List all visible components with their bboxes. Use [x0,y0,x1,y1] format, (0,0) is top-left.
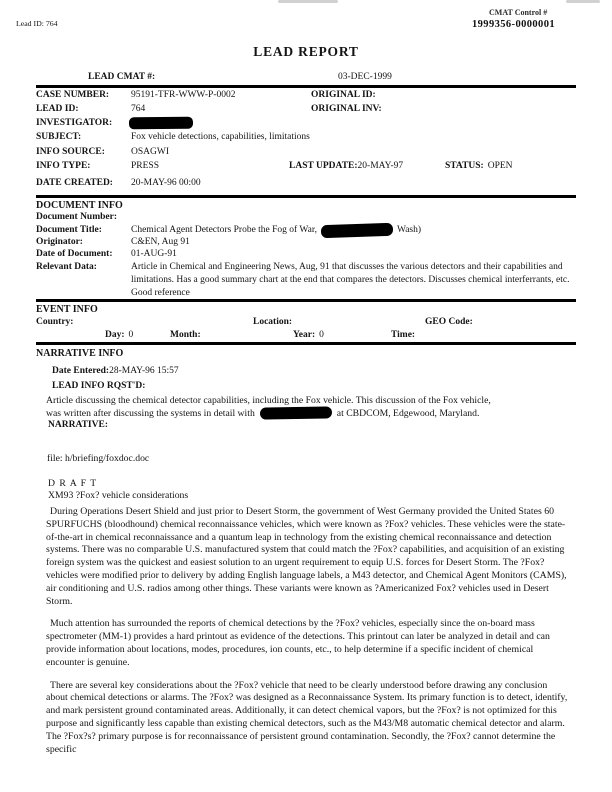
document-title-text: Chemical Agent Detectors Probe the Fog of War, [131,225,317,235]
rqstd-line2-before: was written after discussing the systems in detail with [46,407,255,419]
day-label: Day: [105,330,125,340]
investigator-row [36,117,193,129]
section-divider [36,299,576,302]
cmat-control-label: CMAT Control # [489,8,548,17]
info-type-value: PRESS [131,161,159,171]
date-entered-label: Date Entered: [52,366,110,376]
date-created-row [36,178,201,189]
lead-id-value: 764 [131,104,146,114]
relevant-data-label: Relevant Data: [36,262,97,272]
info-source-label: INFO SOURCE: [36,147,105,157]
narrative-info-header: NARRATIVE INFO [36,348,124,359]
considerations-line: XM93 ?Fox? vehicle considerations [48,490,189,501]
info-type-label: INFO TYPE: [36,161,91,171]
last-update-label: LAST UPDATE: [289,161,358,171]
redaction-bar [260,406,332,419]
info-source-value: OSAGWI [131,147,169,157]
originator-row [36,237,190,248]
date-created-value: 20-MAY-96 00:00 [131,178,201,188]
original-id-label: ORIGINAL ID: [311,90,376,100]
case-number-value: 95191-TFR-WWW-P-0002 [131,90,236,100]
date-of-document-row [36,249,177,260]
case-number-label: CASE NUMBER: [36,90,110,100]
year-value: 0 [319,330,324,340]
lead-info-rqstd-label: LEAD INFO RQST'D: [52,381,146,391]
last-update-value: 20-MAY-97 [357,161,404,171]
geo-code-label: GEO Code: [425,317,473,327]
originator-label: Originator: [36,237,83,247]
relevant-data-value: Article in Chemical and Engineering News, Aug, 91 that discusses the various detectors and their capabilities and limitations. Has a good summary chart at the end that compares the detectors. Discusses chemical interferrants, etc. Good reference [131,262,570,298]
cmat-control-number: 1999356-0000001 [472,19,555,30]
originator-value: C&EN, Aug 91 [131,237,190,247]
file-path-line: file: h/briefing/foxdoc.doc [47,453,150,464]
redaction-bar [129,117,193,130]
month-label: Month: [170,330,201,340]
status-label: STATUS: [445,161,484,171]
date-entered-value: 28-MAY-96 15:57 [109,366,179,376]
page-title: LEAD REPORT [253,44,359,59]
section-divider [36,342,576,345]
narrative-paragraph-2: Much attention has surrounded the reports of chemical detections by the ?Fox? vehicles, especially since the on-board mass spectrometer (MM-1) provides a hard printout as evidence of the detections. This printout can later be analyzed in detail and can provide information about locations, modes, procedures, ion counts, etc., to help determine if a specific incident of chemical encounter is genuine. [46,618,550,668]
day-value: 0 [128,330,134,340]
document-number-label: Document Number: [36,212,118,222]
year-label: Year: [293,330,316,340]
lead-id-row [36,104,145,115]
narrative-paragraph-3: There are several key considerations about the ?Fox? vehicle that need to be clearly understood before drawing any conclusion about chemical detections or alarms. The ?Fox? was designed as a Reconnaissance System. Its primary function is to detect, identify, and mark persistent ground contaminated areas. Additionally, it can detect chemical vapors, but the ?Fox? is not optimized for this purpose and significantly less capable than existing chemical detectors, such as the M43/M8 automatic chemical detector and alarm. The ?Fox?s? primary purpose is for reconnaissance of persistent ground contamination. Secondly, the ?Fox? cannot determine the specific [46,679,568,755]
country-label: Country: [36,317,74,327]
lead-id-label: LEAD ID: [36,104,79,114]
document-title-value [131,224,421,237]
rqstd-text-line2 [46,407,479,419]
document-title-label: Document Title: [36,225,102,235]
year-field [293,330,324,341]
original-inv-label: ORIGINAL INV: [311,104,382,114]
section-divider [36,85,576,88]
document-title-text-after: Wash) [397,225,422,235]
location-label: Location: [253,317,293,327]
last-update-field [289,161,403,172]
lead-cmat-date: 03-DEC-1999 [338,72,392,82]
rqstd-line2-after: at CBDCOM, Edgewood, Maryland. [336,407,480,419]
subject-value: Fox vehicle detections, capabilities, limitations [131,132,310,142]
investigator-label: INVESTIGATOR: [36,117,113,128]
narrative-paragraph-1: During Operations Desert Shield and just prior to Desert Storm, the government of West Germany provided the United States 60 SPURFUCHS (bloodhound) chemical reconnaissance vehicles, which were known as ?Fox? vehicles. These vehicles were the state-of-the-art in chemical reconnaissance and a quantum leap in technology from the existing chemical reconnaissance and detection systems. There was no comparable U.S. manufactured system that could match the ?Fox? capabilities, and acquisition of an existing foreign system was the quickest and easiest solution to an urgent requirement to equip U.S. forces for Desert Storm. The ?Fox? vehicles were modified prior to delivery by adding English language labels, a M43 detector, and Chemical Agent Monitors (CAMS), air conditioning and U.S. radios among other things. These variants were known as ?Americanized Fox? vehicles used in Desert Storm. [46,506,567,607]
status-value: OPEN [487,161,513,171]
status-field [445,161,513,172]
info-source-row [36,147,169,158]
case-number-row [36,90,236,101]
lead-id-header: Lead ID: 764 [16,19,58,28]
subject-label: SUBJECT: [36,132,82,142]
section-divider [36,195,576,198]
subject-row [36,132,310,143]
date-entered-field [52,366,179,377]
document-info-header: DOCUMENT INFO [36,200,123,211]
time-label: Time: [391,330,416,340]
narrative-body [46,506,570,766]
date-of-document-value: 01-AUG-91 [131,249,177,259]
document-number-row [36,212,146,223]
rqstd-text-line1: Article discussing the chemical detector capabilities, including the Fox vehicle. This discussion of the Fox vehicle, [46,395,491,406]
lead-cmat-label: LEAD CMAT #: [88,72,156,82]
date-created-label: DATE CREATED: [36,178,113,188]
scan-artifact-smudge [566,0,600,3]
day-field [105,330,133,341]
info-type-row [36,161,159,172]
scan-artifact-smudge [278,0,338,3]
draft-line: D R A F T [48,478,98,489]
date-of-document-label: Date of Document: [36,249,113,259]
event-info-header: EVENT INFO [36,304,98,315]
document-title-row [36,224,421,237]
narrative-label: NARRATIVE: [48,420,108,430]
redaction-bar [321,223,393,239]
